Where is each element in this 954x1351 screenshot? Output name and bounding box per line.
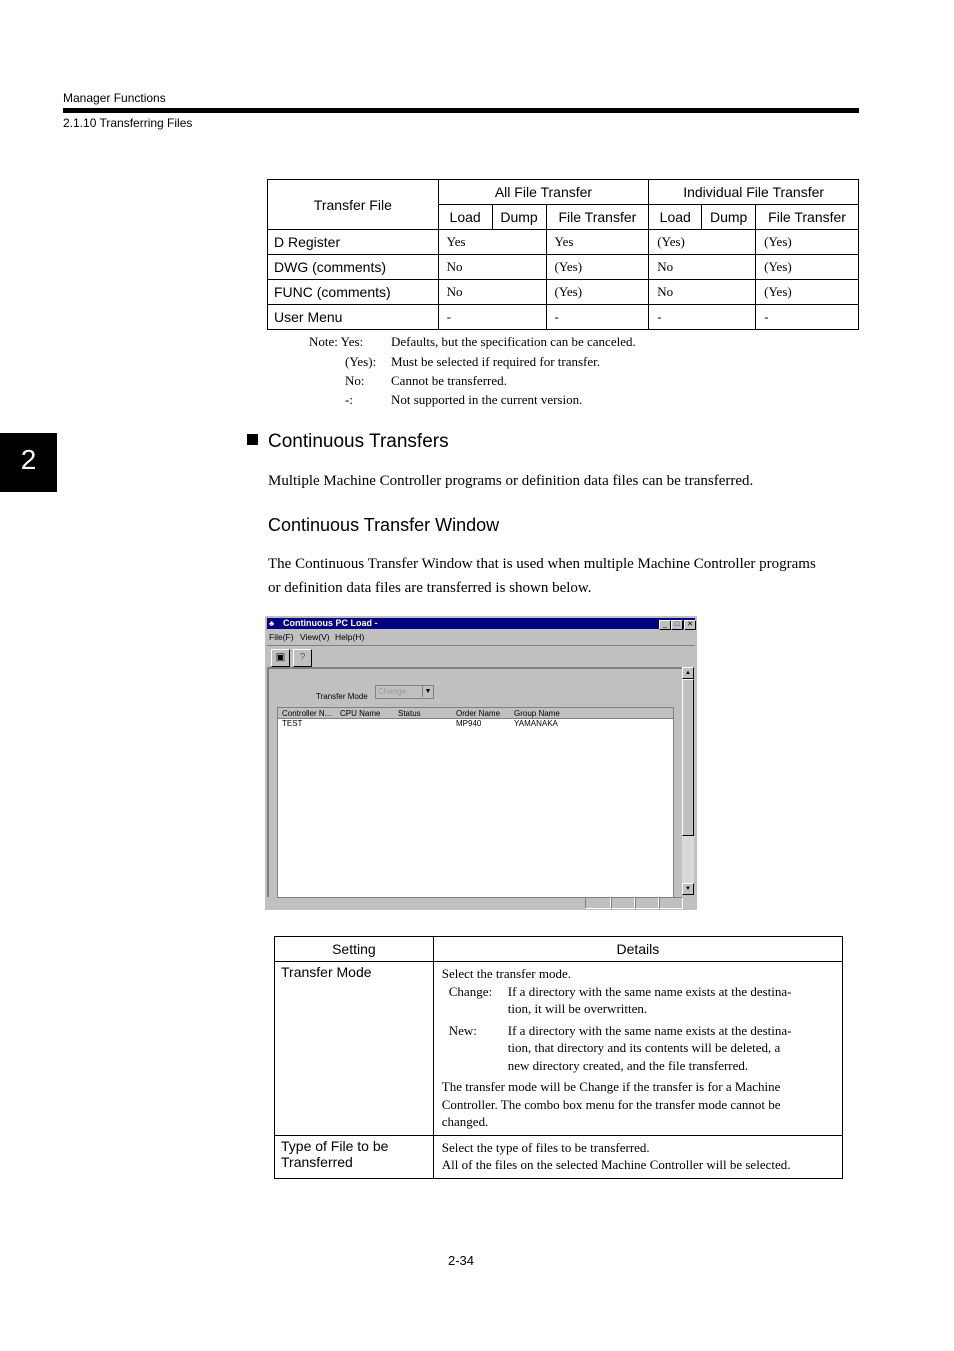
list-item[interactable]: TEST (282, 719, 303, 728)
settings-table (274, 936, 843, 1179)
subsection-body-line: The Continuous Transfer Window that is used when multiple Machine Controller programs (268, 556, 816, 572)
row-label-transfer-mode: Transfer Mode (275, 962, 434, 1136)
column-header[interactable]: Order Name (456, 709, 501, 718)
subcol-header: Dump (702, 205, 756, 230)
transfer-mode-value: Change (378, 687, 407, 696)
help-tool-icon[interactable]: ? (293, 649, 312, 667)
table-cell: (Yes) (546, 255, 649, 280)
status-pane (635, 897, 659, 909)
table-cell: (Yes) (756, 280, 859, 305)
vertical-scrollbar[interactable] (682, 667, 694, 895)
row-label-line: Transferred (281, 1153, 353, 1170)
continuous-transfer-window (265, 616, 697, 910)
detail-line: All of the files on the selected Machine Controller will be selected. (441, 1157, 791, 1172)
minimize-icon[interactable]: _ (659, 620, 671, 630)
menu-bar (267, 630, 695, 643)
header-setting: Setting (275, 937, 434, 962)
table-row (275, 1135, 843, 1178)
status-pane (659, 897, 683, 909)
detail-line: Controller. The combo box menu for the transfer mode cannot be (441, 1096, 781, 1112)
note-text: Cannot be transferred. (391, 373, 507, 388)
controller-list[interactable] (277, 707, 674, 898)
table-row (268, 255, 859, 280)
detail-line: The transfer mode will be Change if the transfer is for a Machine (441, 1079, 781, 1094)
column-header[interactable]: CPU Name (340, 709, 381, 718)
section-body: Multiple Machine Controller programs or definition data files can be transferred. (268, 473, 754, 489)
scroll-down-icon[interactable]: ▼ (682, 883, 694, 895)
table-cell: No (649, 255, 756, 280)
definition-key: Change: (448, 983, 493, 999)
subsection-body-line: or definition data files are transferred is shown below. (268, 580, 592, 596)
detail-line: If a directory with the same name exists at the destina- (507, 1022, 792, 1038)
window-titlebar (267, 618, 695, 629)
row-label: FUNC (comments) (268, 280, 439, 305)
page-number: 2-34 (448, 1253, 475, 1268)
subcol-header: Load (438, 205, 492, 230)
transfer-mode-label: Transfer Mode (316, 692, 368, 701)
table-cell: (Yes) (649, 230, 756, 255)
column-header[interactable]: Status (398, 709, 421, 718)
close-icon[interactable]: ✕ (684, 620, 696, 630)
running-header-title: Manager Functions (63, 91, 166, 105)
subcol-header: File Transfer (546, 205, 649, 230)
list-header (278, 708, 673, 719)
table-cell: Yes (546, 230, 649, 255)
status-pane (585, 897, 611, 909)
file-type-details (433, 1135, 842, 1178)
table-cell: - (756, 305, 859, 330)
scroll-thumb[interactable] (682, 679, 694, 836)
table-cell: (Yes) (756, 255, 859, 280)
detail-line: tion, that directory and its contents will be deleted, a (507, 1040, 781, 1055)
note-key: -: (345, 392, 353, 407)
note-key: (Yes): (345, 354, 377, 369)
note-text: Defaults, but the specification can be canceled. (391, 334, 636, 349)
toolbar (267, 645, 695, 668)
column-header[interactable]: Controller N... (282, 709, 332, 718)
table-cell: (Yes) (756, 230, 859, 255)
subsection-title: Continuous Transfer Window (268, 515, 500, 535)
menu-file[interactable]: File(F) (269, 632, 294, 642)
transfer-file-table (267, 179, 859, 330)
window-title: Continuous PC Load - (283, 618, 378, 628)
row-label: User Menu (268, 305, 439, 330)
list-item[interactable]: YAMANAKA (514, 719, 558, 728)
table-cell: Yes (438, 230, 546, 255)
note-text: Must be selected if required for transfer. (391, 354, 601, 369)
header-rule (63, 108, 859, 113)
column-header[interactable]: Group Name (514, 709, 560, 718)
transfer-tool-icon[interactable]: ▣ (271, 649, 290, 667)
note-key: No: (345, 373, 365, 388)
table-cell: (Yes) (546, 280, 649, 305)
note-key: Note: Yes: (309, 334, 364, 349)
status-pane (611, 897, 635, 909)
detail-line: Select the transfer mode. (441, 966, 571, 981)
header-details: Details (433, 937, 842, 962)
menu-view[interactable]: View(V) (300, 632, 330, 642)
row-label-line: Type of File to be (281, 1137, 389, 1154)
section-title: Continuous Transfers (268, 431, 449, 452)
chapter-tab: 2 (0, 433, 57, 492)
list-item[interactable]: MP940 (456, 719, 482, 728)
row-label-file-type (275, 1135, 434, 1178)
detail-line: Select the type of files to be transferred. (441, 1139, 650, 1155)
window-client-area (267, 667, 686, 897)
definition-key: New: (448, 1022, 477, 1038)
chevron-down-icon[interactable]: ▼ (422, 686, 433, 697)
row-label: DWG (comments) (268, 255, 439, 280)
detail-line: changed. (441, 1114, 489, 1129)
transfer-mode-details (433, 962, 842, 1136)
subcol-header: File Transfer (756, 205, 859, 230)
table-corner-header: Transfer File (268, 180, 439, 230)
table-cell: - (438, 305, 546, 330)
table-row (275, 962, 843, 1136)
table-cell: No (438, 255, 546, 280)
table-row (268, 280, 859, 305)
table-cell: - (649, 305, 756, 330)
detail-line: tion, it will be overwritten. (507, 1001, 648, 1016)
table-cell: No (649, 280, 756, 305)
table-cell: No (438, 280, 546, 305)
scroll-up-icon[interactable]: ▲ (682, 667, 694, 679)
section-bullet-square (247, 434, 258, 445)
subcol-header: Dump (492, 205, 546, 230)
running-header-subtitle: 2.1.10 Transferring Files (63, 116, 193, 130)
table-row (268, 305, 859, 330)
note-text: Not supported in the current version. (391, 392, 583, 407)
maximize-icon[interactable]: □ (671, 620, 683, 630)
transfer-mode-combo[interactable] (375, 685, 434, 699)
detail-line: new directory created, and the file transferred. (507, 1057, 749, 1073)
group-header-individual: Individual File Transfer (649, 180, 859, 205)
subcol-header: Load (649, 205, 702, 230)
group-header-all: All File Transfer (438, 180, 649, 205)
menu-help[interactable]: Help(H) (335, 632, 365, 642)
detail-line: If a directory with the same name exists at the destina- (507, 983, 792, 999)
table-row (268, 230, 859, 255)
app-icon: ♣ (269, 619, 275, 628)
row-label: D Register (268, 230, 439, 255)
table-cell: - (546, 305, 649, 330)
status-bar (267, 896, 695, 908)
